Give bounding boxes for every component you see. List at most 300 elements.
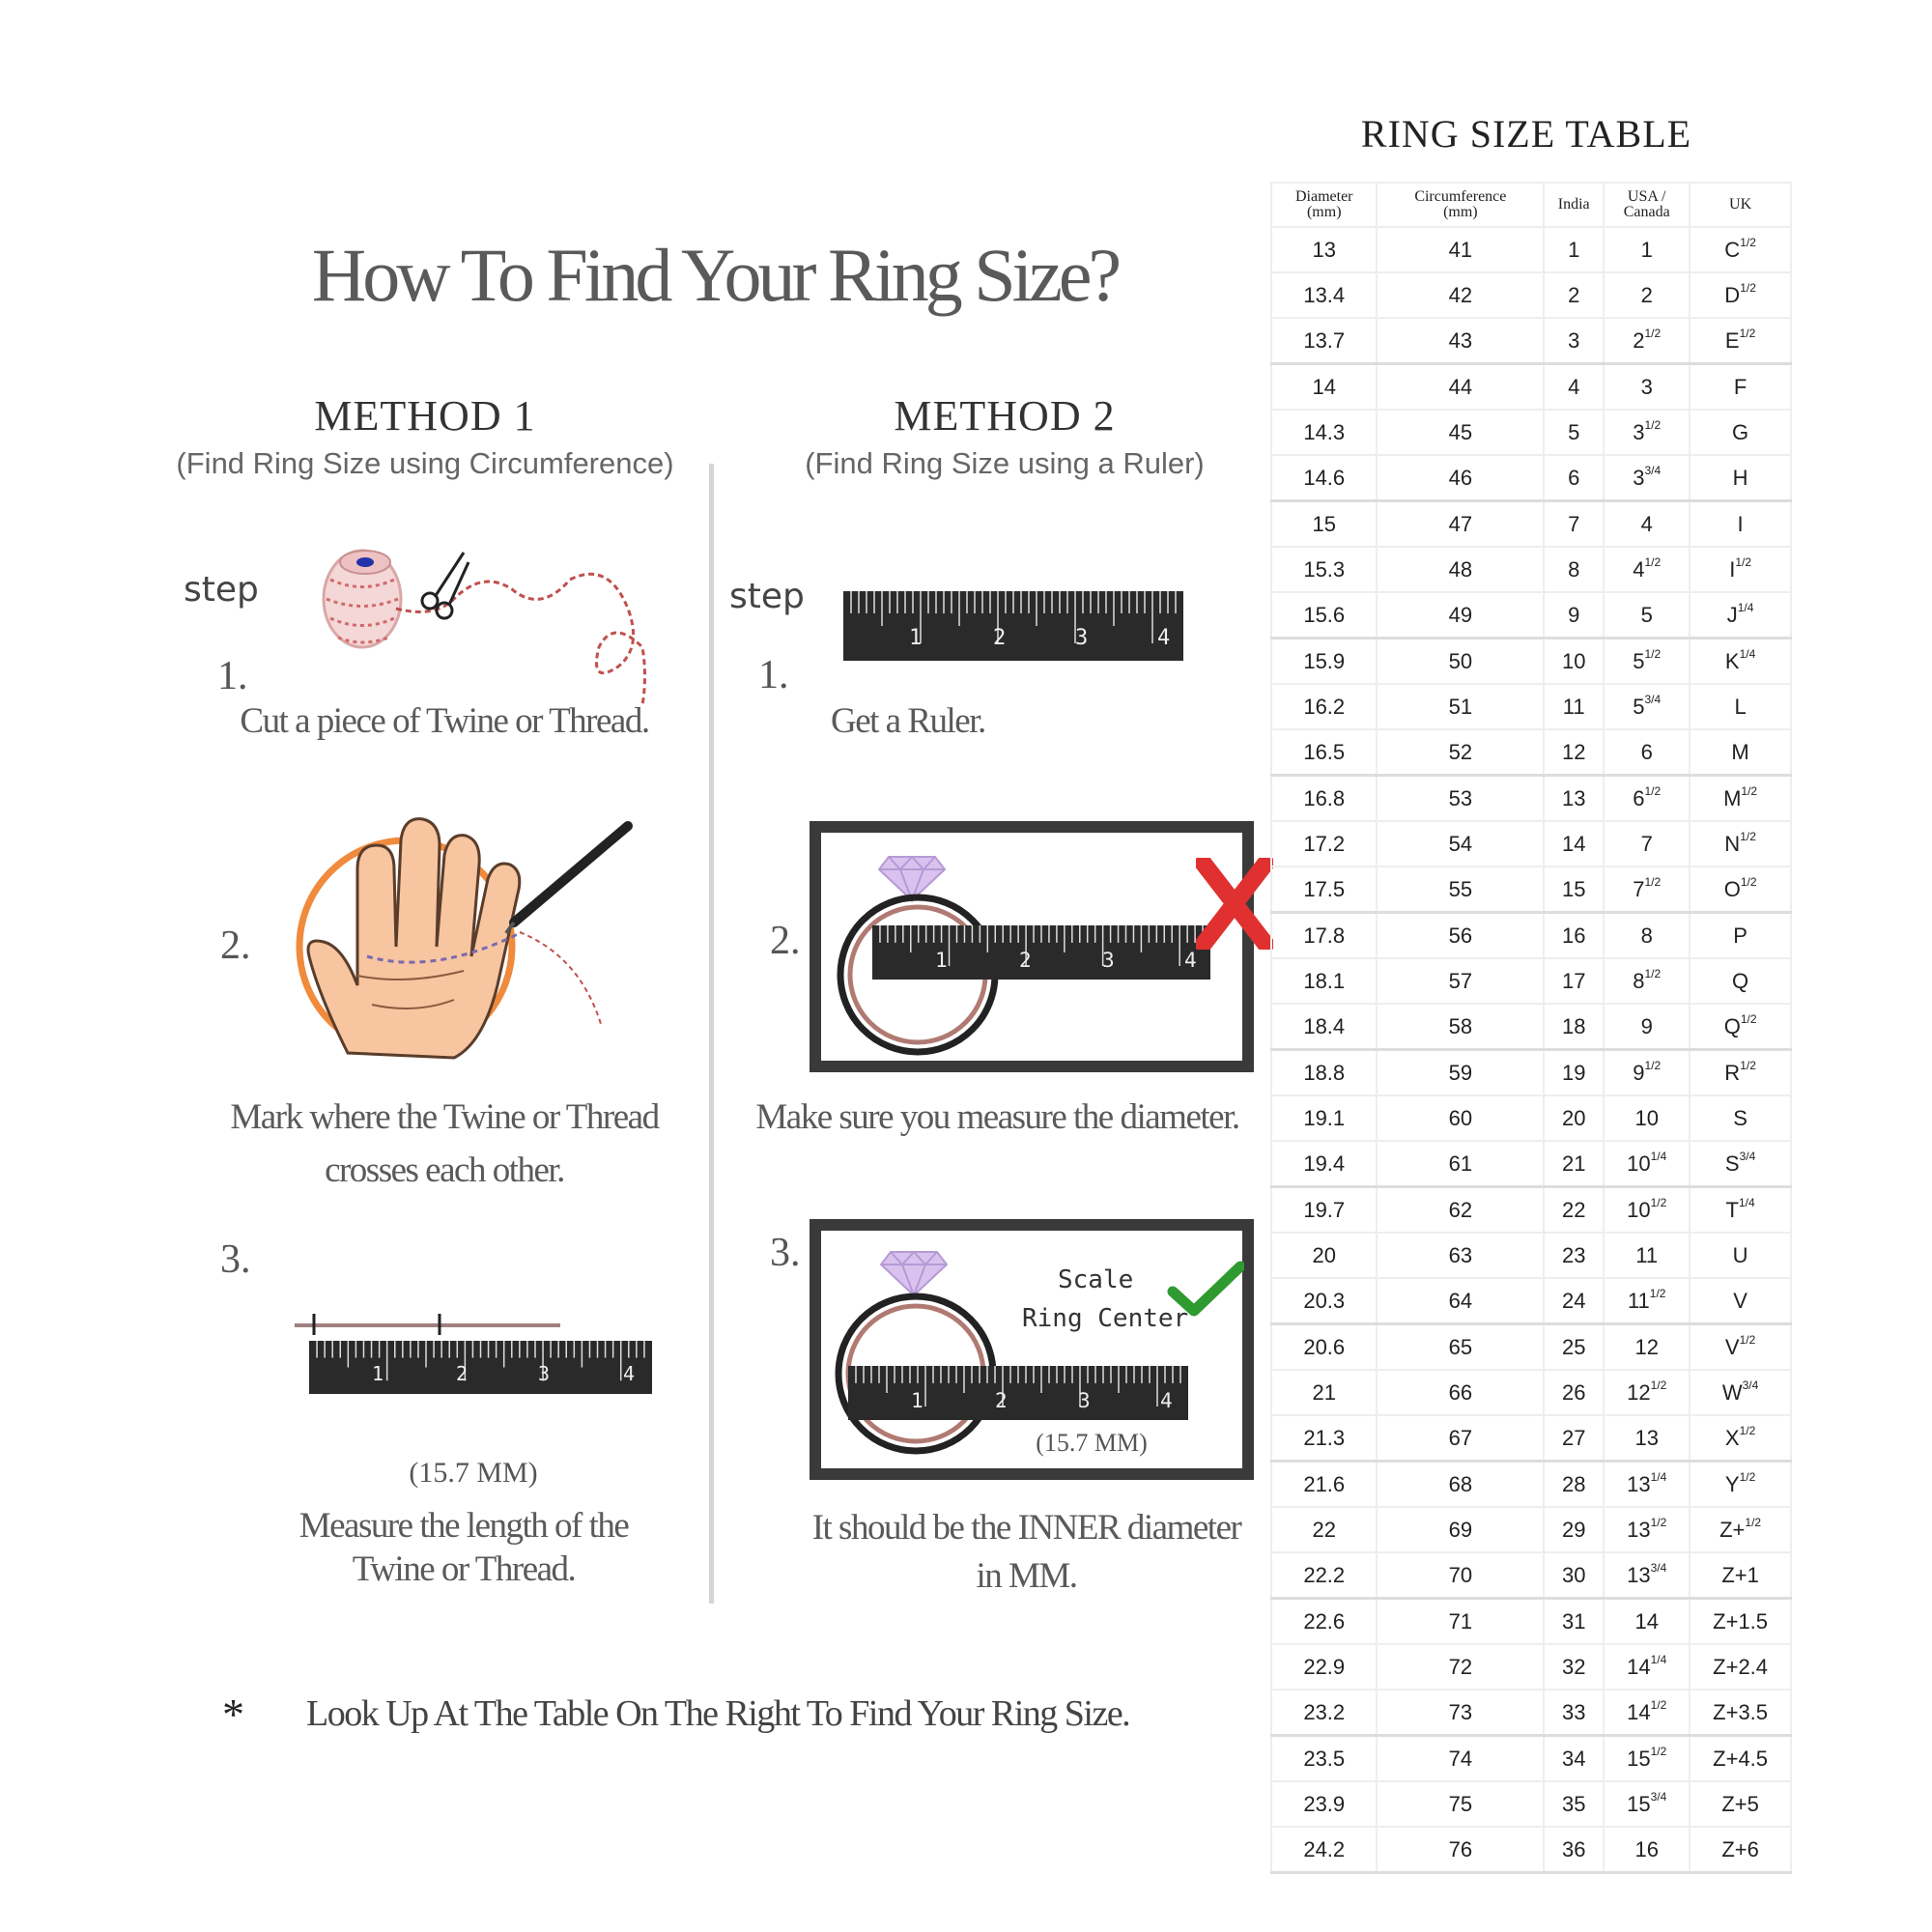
cell-uk	[1690, 958, 1791, 1004]
cell-usa-canada-value: 2	[1633, 327, 1645, 353]
table-row	[1271, 547, 1791, 592]
cell-circumference-value: 52	[1448, 739, 1473, 764]
cell-circumference	[1377, 1141, 1544, 1187]
cell-circumference	[1377, 410, 1544, 455]
method1-step2-caption-line2: crosses each other.	[325, 1151, 564, 1190]
cell-diameter	[1271, 410, 1377, 455]
cell-india	[1544, 821, 1604, 867]
table-row	[1271, 1507, 1791, 1552]
footnote-asterisk-icon: *	[222, 1690, 244, 1739]
thread-end-icon	[520, 932, 601, 1024]
cell-india-value: 35	[1561, 1791, 1586, 1816]
cell-uk	[1690, 1736, 1791, 1782]
cell-usa-canada	[1604, 1827, 1690, 1873]
cell-usa-canada	[1604, 410, 1690, 455]
cell-circumference	[1377, 1781, 1544, 1827]
cell-circumference-value: 67	[1448, 1425, 1473, 1450]
cell-india-value: 18	[1561, 1013, 1586, 1038]
table-row	[1271, 867, 1791, 913]
method2-step3-caption-line1: It should be the INNER diameter	[811, 1508, 1241, 1548]
hand-illustration	[290, 811, 647, 1072]
cell-diameter-value: 22	[1312, 1517, 1336, 1542]
cell-circumference-value: 61	[1448, 1151, 1473, 1176]
cell-uk-fraction: 1/2	[1740, 1058, 1756, 1072]
cell-uk-value: M	[1731, 739, 1749, 764]
col-header-uk	[1690, 183, 1791, 227]
cell-usa-canada-value: 6	[1640, 739, 1653, 764]
cell-usa-canada-value: 3	[1633, 419, 1645, 444]
method1-step3-number: 3.	[220, 1237, 251, 1282]
ruler-number: 4	[1157, 626, 1171, 650]
cell-usa-canada	[1604, 684, 1690, 729]
cell-uk-fraction: 1/2	[1739, 1469, 1756, 1484]
cell-circumference-value: 74	[1448, 1746, 1473, 1771]
scale-label: Scale	[1058, 1265, 1134, 1294]
table-row	[1271, 1415, 1791, 1462]
cell-diameter-value: 15.3	[1303, 556, 1346, 582]
cell-uk	[1690, 1004, 1791, 1050]
cell-uk-value: V	[1724, 1334, 1740, 1359]
cell-uk-value: L	[1734, 694, 1747, 719]
cell-usa-canada	[1604, 1690, 1690, 1736]
method1-step3-caption-line1: Measure the length of the	[298, 1506, 629, 1546]
cell-india	[1544, 639, 1604, 685]
cell-usa-canada-value: 9	[1633, 1060, 1645, 1085]
cell-uk	[1690, 1644, 1791, 1690]
cell-uk-fraction: 1/2	[1745, 1515, 1762, 1529]
method2-step1-ruler	[843, 591, 1183, 661]
cell-usa-canada	[1604, 1370, 1690, 1415]
cell-circumference-value: 66	[1448, 1379, 1473, 1405]
table-row	[1271, 364, 1791, 411]
method1-step3-caption-line2: Twine or Thread.	[352, 1549, 576, 1589]
cell-usa-canada-fraction: 1/4	[1650, 1469, 1667, 1484]
cell-uk	[1690, 1050, 1791, 1096]
cell-uk-value: E	[1724, 327, 1740, 353]
cell-usa-canada	[1604, 1278, 1690, 1324]
cell-uk	[1690, 272, 1791, 318]
cell-india	[1544, 1507, 1604, 1552]
cell-uk	[1690, 1415, 1791, 1462]
cell-diameter-value: 21	[1312, 1379, 1336, 1405]
ruler-number: 1	[372, 1362, 384, 1385]
cell-uk-value: W	[1721, 1379, 1743, 1405]
cell-circumference	[1377, 1233, 1544, 1278]
method2-step3-number: 3.	[770, 1231, 801, 1275]
cell-diameter-value: 15	[1312, 511, 1336, 536]
cell-diameter	[1271, 1141, 1377, 1187]
cell-diameter	[1271, 1507, 1377, 1552]
cell-india	[1544, 1370, 1604, 1415]
cell-india	[1544, 1233, 1604, 1278]
cell-india-value: 36	[1561, 1836, 1586, 1861]
table-row	[1271, 958, 1791, 1004]
cell-uk	[1690, 1827, 1791, 1873]
cell-circumference	[1377, 364, 1544, 411]
cell-circumference	[1377, 1187, 1544, 1234]
cell-india-value: 22	[1561, 1197, 1586, 1222]
cell-india-value: 16	[1561, 923, 1586, 948]
ruler-number: 2	[1019, 949, 1032, 972]
cell-circumference-value: 73	[1448, 1699, 1473, 1724]
cell-circumference	[1377, 1370, 1544, 1415]
cell-uk-fraction: 1/2	[1740, 280, 1756, 295]
cell-uk	[1690, 821, 1791, 867]
cell-uk	[1690, 1507, 1791, 1552]
table-header-row	[1271, 183, 1791, 227]
cell-india-value: 33	[1561, 1699, 1586, 1724]
method1-step3-measure: (15.7 MM)	[409, 1457, 538, 1489]
cell-usa-canada-value: 9	[1640, 1013, 1653, 1038]
cell-uk	[1690, 410, 1791, 455]
cell-usa-canada-value: 7	[1640, 831, 1653, 856]
cell-usa-canada-fraction: 1/2	[1650, 1515, 1667, 1529]
cell-usa-canada	[1604, 1187, 1690, 1234]
cell-circumference-value: 70	[1448, 1562, 1473, 1587]
cell-circumference-value: 57	[1448, 968, 1473, 993]
cell-uk-value: O	[1723, 876, 1741, 901]
table-row	[1271, 410, 1791, 455]
cell-uk-value: Z+5	[1721, 1791, 1759, 1816]
cell-circumference	[1377, 1004, 1544, 1050]
table-row	[1271, 455, 1791, 501]
table-row	[1271, 1462, 1791, 1508]
cell-circumference	[1377, 592, 1544, 639]
ruler-number: 2	[995, 1389, 1008, 1412]
method2-step2-ruler	[872, 925, 1210, 980]
cell-uk-value: U	[1732, 1242, 1748, 1267]
cell-india	[1544, 410, 1604, 455]
cell-diameter-value: 15.6	[1303, 602, 1346, 627]
table-row	[1271, 1324, 1791, 1371]
cell-india	[1544, 1187, 1604, 1234]
cell-usa-canada-fraction: 1/2	[1644, 646, 1662, 661]
cell-uk-fraction: 1/2	[1740, 829, 1756, 843]
table-row	[1271, 1736, 1791, 1782]
cell-uk-value: Z+3.5	[1713, 1699, 1769, 1724]
cell-circumference	[1377, 501, 1544, 548]
cell-usa-canada-fraction: 1/2	[1650, 1744, 1667, 1758]
cell-circumference	[1377, 318, 1544, 364]
cell-uk	[1690, 501, 1791, 548]
cell-diameter-value: 23.9	[1303, 1791, 1346, 1816]
cell-diameter-value: 16.5	[1303, 739, 1346, 764]
table-row	[1271, 318, 1791, 364]
method2-subtitle: (Find Ring Size using a Ruler)	[805, 446, 1205, 480]
diamond-icon	[881, 1252, 947, 1295]
cell-diameter	[1271, 729, 1377, 776]
cell-circumference	[1377, 639, 1544, 685]
cell-diameter	[1271, 547, 1377, 592]
cell-circumference	[1377, 776, 1544, 822]
ruler-number: 1	[909, 626, 923, 650]
cell-circumference-value: 50	[1448, 648, 1473, 673]
method2-step-label: step	[729, 577, 805, 616]
ruler-number: 4	[1184, 949, 1197, 972]
header-line: USA /	[1627, 188, 1666, 205]
ring-size-table	[1270, 182, 1792, 1874]
cell-uk	[1690, 547, 1791, 592]
cell-india-value: 12	[1561, 739, 1586, 764]
cell-diameter	[1271, 272, 1377, 318]
table-row	[1271, 1050, 1791, 1096]
cell-usa-canada-fraction: 3/4	[1650, 1560, 1667, 1575]
cell-diameter	[1271, 227, 1377, 272]
cell-usa-canada	[1604, 1004, 1690, 1050]
cell-usa-canada-fraction: 1/2	[1644, 783, 1662, 798]
cell-diameter	[1271, 455, 1377, 501]
cell-usa-canada-value: 13	[1627, 1562, 1651, 1587]
cell-uk-value: K	[1724, 648, 1740, 673]
cell-usa-canada-value: 8	[1633, 968, 1645, 993]
cell-circumference-value: 56	[1448, 923, 1473, 948]
cell-diameter-value: 18.8	[1303, 1060, 1346, 1085]
cell-circumference-value: 62	[1448, 1197, 1473, 1222]
cell-circumference	[1377, 1552, 1544, 1599]
cell-india-value: 11	[1562, 694, 1585, 719]
cell-india	[1544, 1050, 1604, 1096]
cell-usa-canada-fraction: 1/2	[1644, 966, 1662, 980]
cell-india	[1544, 1095, 1604, 1141]
table-row	[1271, 592, 1791, 639]
table-row	[1271, 1690, 1791, 1736]
cell-circumference-value: 44	[1448, 374, 1473, 399]
cell-usa-canada-fraction: 1/2	[1644, 1058, 1662, 1072]
cell-uk-value: F	[1733, 374, 1747, 399]
cell-india	[1544, 1827, 1604, 1873]
header-line: Diameter	[1294, 188, 1353, 205]
cell-circumference	[1377, 1736, 1544, 1782]
cell-circumference-value: 45	[1448, 419, 1473, 444]
cell-india	[1544, 684, 1604, 729]
cell-diameter-value: 17.8	[1303, 923, 1346, 948]
cell-usa-canada	[1604, 318, 1690, 364]
table-row	[1271, 729, 1791, 776]
cell-diameter	[1271, 592, 1377, 639]
cell-usa-canada-value: 16	[1634, 1836, 1659, 1861]
ruler-number: 3	[538, 1362, 551, 1385]
cell-circumference-value: 65	[1448, 1334, 1473, 1359]
header-line: (mm)	[1443, 204, 1478, 220]
cell-usa-canada	[1604, 958, 1690, 1004]
cell-circumference-value: 63	[1448, 1242, 1473, 1267]
cell-usa-canada	[1604, 1552, 1690, 1599]
cell-diameter-value: 22.6	[1303, 1608, 1346, 1634]
cell-usa-canada	[1604, 776, 1690, 822]
ruler-icon	[848, 1366, 1188, 1420]
cell-usa-canada	[1604, 1233, 1690, 1278]
hand-icon	[308, 819, 522, 1058]
cell-uk-fraction: 1/2	[1741, 783, 1758, 798]
cell-circumference-value: 42	[1448, 282, 1473, 307]
cell-india-value: 17	[1561, 968, 1586, 993]
cell-diameter	[1271, 501, 1377, 548]
cell-uk-value: Z+4.5	[1713, 1746, 1769, 1771]
cell-uk-value: N	[1724, 831, 1741, 856]
ruler-icon	[843, 591, 1183, 661]
method2-heading: METHOD 2	[894, 392, 1116, 440]
cell-usa-canada	[1604, 1507, 1690, 1552]
table-row	[1271, 501, 1791, 548]
cell-diameter-value: 18.1	[1303, 968, 1346, 993]
cell-diameter	[1271, 639, 1377, 685]
thread-spool-icon	[324, 551, 401, 647]
cell-diameter	[1271, 776, 1377, 822]
cell-usa-canada	[1604, 1415, 1690, 1462]
cell-usa-canada-value: 11	[1635, 1242, 1659, 1267]
cell-india	[1544, 1141, 1604, 1187]
cell-usa-canada-fraction: 1/2	[1644, 417, 1662, 432]
cell-india-value: 34	[1561, 1746, 1586, 1771]
cell-usa-canada-fraction: 1/2	[1650, 1378, 1667, 1392]
cell-india	[1544, 776, 1604, 822]
cell-diameter	[1271, 867, 1377, 913]
cell-diameter-value: 21.3	[1303, 1425, 1346, 1450]
cell-usa-canada-value: 15	[1627, 1746, 1651, 1771]
cell-diameter-value: 19.7	[1303, 1197, 1346, 1222]
cell-circumference	[1377, 272, 1544, 318]
cell-india	[1544, 364, 1604, 411]
cell-diameter	[1271, 1736, 1377, 1782]
cell-uk-value: Z+1	[1721, 1562, 1759, 1587]
method1-step2-caption-line1: Mark where the Twine or Thread	[230, 1097, 659, 1137]
cell-usa-canada-value: 12	[1627, 1379, 1651, 1405]
table-row	[1271, 776, 1791, 822]
cell-india-value: 1	[1568, 237, 1580, 262]
col-header-diameter	[1271, 183, 1377, 227]
ruler-number: 3	[1102, 949, 1115, 972]
cell-uk	[1690, 1324, 1791, 1371]
method1-subtitle: (Find Ring Size using Circumference)	[176, 446, 674, 480]
cell-circumference-value: 47	[1448, 511, 1473, 536]
cell-india-value: 2	[1568, 282, 1580, 307]
cell-india-value: 21	[1561, 1151, 1586, 1176]
method2-step3-ruler	[848, 1366, 1188, 1420]
cell-india	[1544, 455, 1604, 501]
cell-circumference	[1377, 1095, 1544, 1141]
cell-india	[1544, 1552, 1604, 1599]
cell-usa-canada-fraction: 1/2	[1644, 326, 1662, 340]
cell-uk-value: H	[1732, 465, 1748, 490]
col-header-circumference	[1377, 183, 1544, 227]
col-header-india	[1544, 183, 1604, 227]
cell-uk-fraction: 1/2	[1739, 326, 1756, 340]
table-row	[1271, 913, 1791, 959]
table-row	[1271, 684, 1791, 729]
cell-uk-value: I	[1737, 511, 1744, 536]
cell-usa-canada-fraction: 3/4	[1650, 1789, 1667, 1804]
cell-india	[1544, 1644, 1604, 1690]
cell-circumference	[1377, 1415, 1544, 1462]
cell-circumference	[1377, 821, 1544, 867]
cell-circumference	[1377, 729, 1544, 776]
cell-usa-canada-value: 10	[1634, 1105, 1659, 1130]
cell-uk-value: T	[1725, 1197, 1739, 1222]
cell-diameter-value: 18.4	[1303, 1013, 1346, 1038]
method2-step2-frame	[810, 821, 1254, 1072]
ruler-number: 1	[935, 949, 948, 972]
cell-uk-fraction: 3/4	[1742, 1378, 1759, 1392]
ruler-number: 1	[911, 1389, 923, 1412]
page-title: How To Find Your Ring Size?	[311, 233, 1119, 317]
method2-step2-caption: Make sure you measure the diameter.	[755, 1097, 1239, 1137]
cell-india-value: 8	[1568, 556, 1580, 582]
cell-india	[1544, 501, 1604, 548]
check-icon	[1167, 1261, 1244, 1319]
cell-india	[1544, 592, 1604, 639]
cell-diameter-value: 20.6	[1303, 1334, 1346, 1359]
cell-india-value: 15	[1561, 876, 1586, 901]
cell-uk-value: Y	[1724, 1471, 1740, 1496]
cell-diameter-value: 22.9	[1303, 1654, 1346, 1679]
cell-india	[1544, 1462, 1604, 1508]
cell-india-value: 13	[1561, 785, 1586, 810]
cell-diameter	[1271, 364, 1377, 411]
cell-uk-value: R	[1724, 1060, 1741, 1085]
cell-circumference-value: 69	[1448, 1517, 1473, 1542]
cell-usa-canada-value: 6	[1633, 785, 1645, 810]
cell-circumference	[1377, 1644, 1544, 1690]
cell-diameter	[1271, 1187, 1377, 1234]
cell-circumference	[1377, 1827, 1544, 1873]
cell-india-value: 31	[1561, 1608, 1586, 1634]
cell-usa-canada-value: 5	[1633, 694, 1645, 719]
header-line: UK	[1729, 196, 1752, 213]
cell-diameter	[1271, 1370, 1377, 1415]
cell-india	[1544, 1324, 1604, 1371]
cell-circumference-value: 41	[1448, 237, 1473, 262]
ruler-number: 2	[456, 1362, 469, 1385]
cell-diameter	[1271, 1462, 1377, 1508]
cell-uk	[1690, 1141, 1791, 1187]
cell-circumference-value: 46	[1448, 465, 1473, 490]
cell-uk-value: P	[1733, 923, 1747, 948]
cell-india-value: 23	[1561, 1242, 1586, 1267]
cell-usa-canada-fraction: 1/2	[1644, 554, 1662, 569]
header-line: (mm)	[1306, 204, 1342, 220]
cell-usa-canada-fraction: 3/4	[1644, 692, 1662, 706]
cell-uk-value: Q	[1732, 968, 1749, 993]
cell-india	[1544, 1278, 1604, 1324]
header-line: Circumference	[1414, 188, 1507, 205]
cell-usa-canada	[1604, 547, 1690, 592]
cell-usa-canada-value: 3	[1640, 374, 1653, 399]
cell-uk-fraction: 1/4	[1738, 1195, 1755, 1209]
cell-uk-fraction: 1/2	[1739, 1332, 1756, 1347]
method1-step2-number: 2.	[220, 923, 251, 968]
cell-diameter-value: 16.8	[1303, 785, 1346, 810]
cell-usa-canada-fraction: 1/2	[1650, 1697, 1667, 1712]
ruler-number: 4	[623, 1362, 636, 1385]
cell-india	[1544, 1415, 1604, 1462]
table-row	[1271, 1644, 1791, 1690]
cell-india-value: 4	[1568, 374, 1580, 399]
cell-usa-canada	[1604, 272, 1690, 318]
cell-usa-canada-fraction: 1/2	[1650, 1195, 1667, 1209]
cell-circumference-value: 49	[1448, 602, 1473, 627]
header-line: Canada	[1623, 204, 1670, 220]
cell-india-value: 29	[1561, 1517, 1586, 1542]
scissors-icon	[422, 553, 469, 618]
cell-diameter	[1271, 318, 1377, 364]
cell-diameter	[1271, 821, 1377, 867]
ring-size-table-title: RING SIZE TABLE	[1360, 112, 1692, 156]
cell-usa-canada-value: 1	[1640, 237, 1653, 262]
cell-uk-fraction: 1/2	[1740, 874, 1757, 889]
cell-diameter	[1271, 1690, 1377, 1736]
cell-uk	[1690, 1233, 1791, 1278]
cell-uk	[1690, 1370, 1791, 1415]
